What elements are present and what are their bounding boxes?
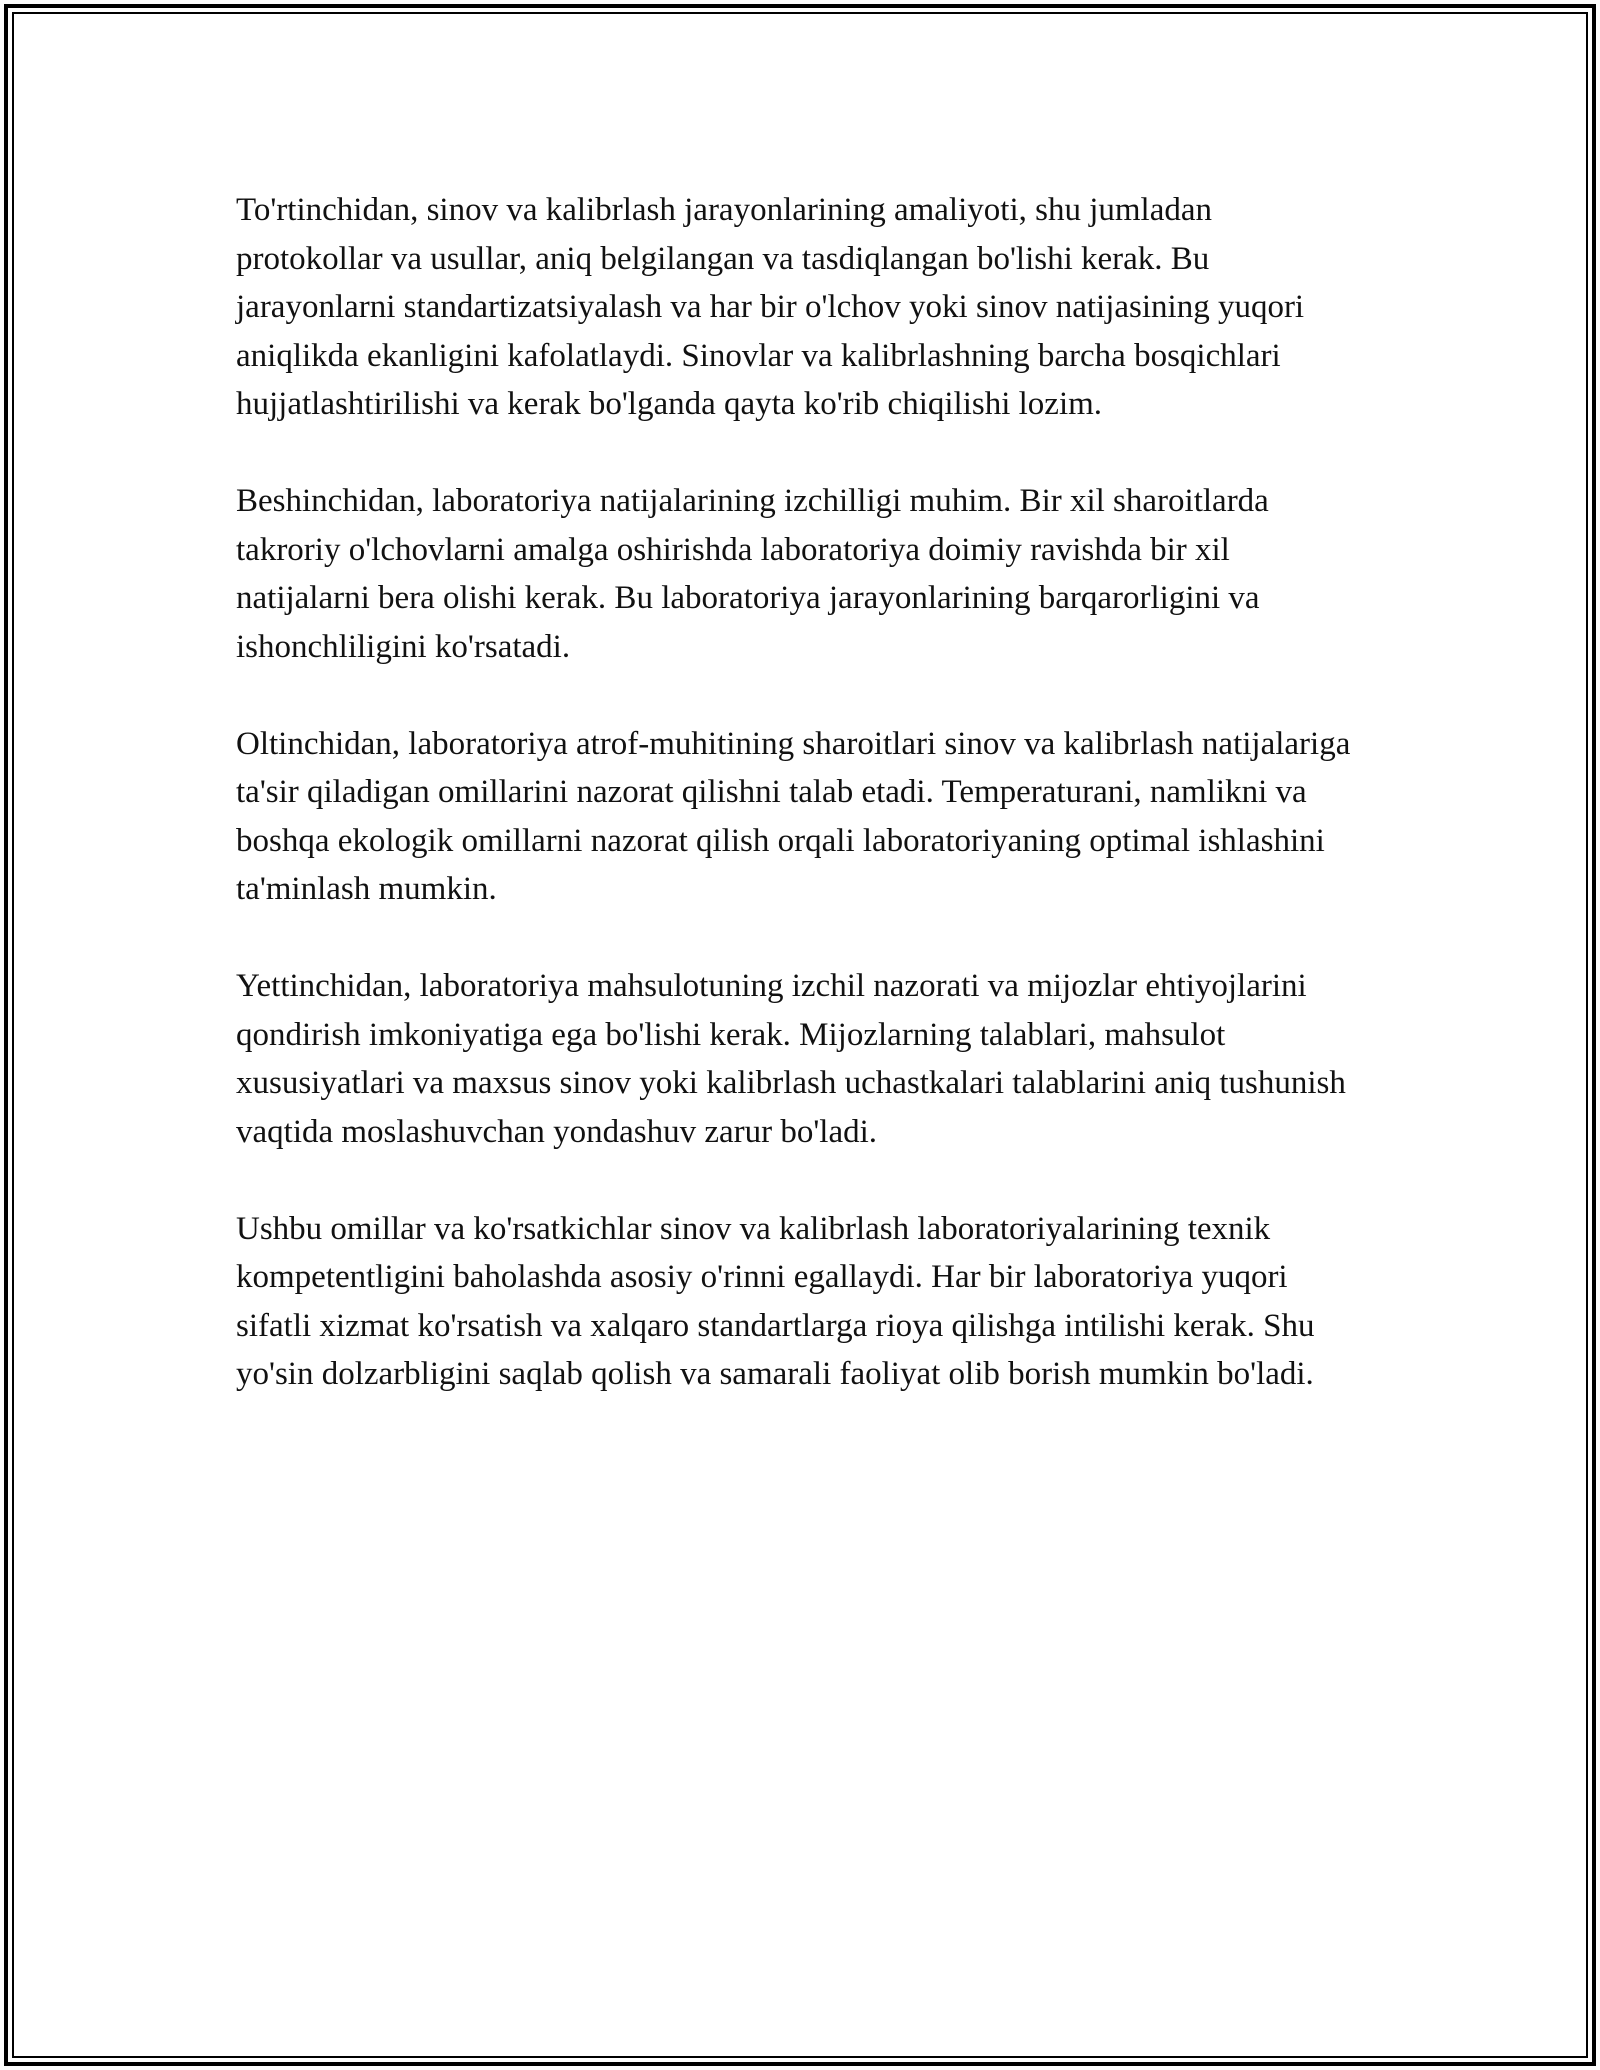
paragraph-3: Oltinchidan, laboratoriya atrof-muhitining sharoitlari sinov va kalibrlash natijalariga ta'sir qiladigan omillarini nazorat qilishni talab etadi. Temperaturani, namlikni va boshqa ekologik omillarni nazorat qilish orqali laboratoriyaning optimal ishlashini ta'minlash mumkin. [236, 725, 1351, 907]
document-body [236, 186, 1361, 1447]
paragraph-4: Yettinchidan, laboratoriya mahsulotuning izchil nazorati va mijozlar ehtiyojlarini qondirish imkoniyatiga ega bo'lishi kerak. Mijozlarning talablari, mahsulot xususiyatlari va maxsus sinov yoki kalibrlash uchastkalari talablarini aniq tushunish vaqtida moslashuvchan yondashuv zarur bo'ladi. [236, 968, 1346, 1150]
paragraph-1: To'rtinchidan, sinov va kalibrlash jarayonlarining amaliyoti, shu jumladan protokollar va usullar, aniq belgilangan va tasdiqlangan bo'lishi kerak. Bu jarayonlarni standartizatsiyalash va har bir o'lchov yoki sinov natijasining yuqori aniqlikda ekanligini kafolatlaydi. Sinovlar va kalibrlashning barcha bosqichlari hujjatlashtirilishi va kerak bo'lganda qayta ko'rib chiqilishi lozim. [236, 192, 1305, 422]
paragraph-2: Beshinchidan, laboratoriya natijalarining izchilligi muhim. Bir xil sharoitlarda takroriy o'lchovlarni amalga oshirishda laboratoriya doimiy ravishda bir xil natijalarni bera olishi kerak. Bu laboratoriya jarayonlarining barqarorligini va ishonchliligini ko'rsatadi. [236, 483, 1269, 665]
paragraph-5: Ushbu omillar va ko'rsatkichlar sinov va kalibrlash laboratoriyalarining texnik kompetentligini baholashda asosiy o'rinni egallaydi. Har bir laboratoriya yuqori sifatli xizmat ko'rsatish va xalqaro standartlarga rioya qilishga intilishi kerak. Shu yo'sin dolzarbligini saqlab qolish va samarali faoliyat olib borish mumkin bo'ladi. [236, 1210, 1315, 1392]
